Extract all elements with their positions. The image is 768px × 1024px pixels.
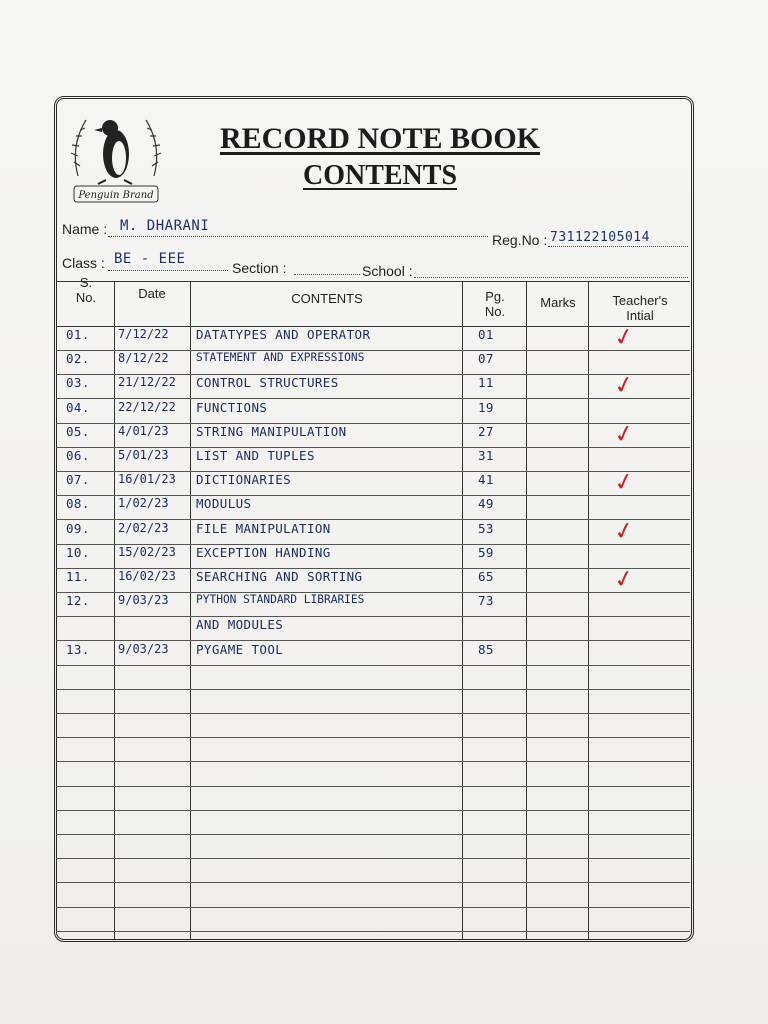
col-divider-marks <box>526 281 527 939</box>
teacher-initial-tick-icon: ✓ <box>611 418 637 450</box>
header-date: Date <box>138 286 166 301</box>
table-rule <box>56 713 690 714</box>
row-pgno: 53 <box>478 521 494 536</box>
row-pgno: 01 <box>478 327 494 342</box>
row-pgno: 73 <box>478 593 494 608</box>
row-date: 7/12/22 <box>118 327 169 341</box>
row-sno: 13. <box>66 642 90 657</box>
row-date: 22/12/22 <box>118 400 176 414</box>
row-sno: 03. <box>66 375 90 390</box>
brand-label: Penguin Brand <box>78 190 154 201</box>
row-pgno: 11 <box>478 375 494 390</box>
row-sno: 05. <box>66 424 90 439</box>
row-date: 5/01/23 <box>118 448 169 462</box>
row-date: 1/02/23 <box>118 496 169 510</box>
row-sno: 12. <box>66 593 90 608</box>
row-pgno: 49 <box>478 496 494 511</box>
col-divider-pgno <box>462 281 463 939</box>
regno-dotted-line <box>548 246 688 247</box>
row-content: EXCEPTION HANDING <box>196 545 331 560</box>
table-rule <box>56 858 690 859</box>
regno-value: 731122105014 <box>550 230 650 245</box>
table-rule <box>56 640 690 641</box>
table-rule <box>56 737 690 738</box>
name-label: Name : <box>62 221 108 237</box>
teacher-initial-tick-icon: ✓ <box>611 563 637 595</box>
row-content: FUNCTIONS <box>196 400 268 415</box>
row-content: PYTHON STANDARD LIBRARIES <box>196 593 365 606</box>
header-contents: CONTENTS <box>291 291 363 306</box>
table-rule <box>56 834 690 835</box>
row-content: CONTROL STRUCTURES <box>196 375 339 390</box>
regno-label: Reg.No : <box>492 232 548 248</box>
row-content: AND MODULES <box>196 617 284 632</box>
school-dotted-line <box>414 277 688 278</box>
table-rule <box>56 907 690 908</box>
row-content: FILE MANIPULATION <box>196 521 331 536</box>
table-rule <box>56 398 690 399</box>
row-sno: 08. <box>66 496 90 511</box>
row-pgno: 27 <box>478 424 494 439</box>
row-content: DATATYPES AND OPERATOR <box>196 327 371 342</box>
row-pgno: 41 <box>478 472 494 487</box>
row-date: 8/12/22 <box>118 351 169 365</box>
header-marks: Marks <box>540 295 576 310</box>
col-divider-initial <box>588 281 589 939</box>
table-rule <box>56 810 690 811</box>
row-date: 9/03/23 <box>118 593 169 607</box>
row-sno: 10. <box>66 545 90 560</box>
row-pgno: 31 <box>478 448 494 463</box>
name-dotted-line <box>108 236 488 237</box>
class-label: Class : <box>62 255 105 271</box>
row-date: 2/02/23 <box>118 521 169 535</box>
name-value: M. DHARANI <box>120 218 210 234</box>
row-content: STRING MANIPULATION <box>196 424 347 439</box>
header-pgno: Pg. No. <box>484 289 506 319</box>
table-rule <box>56 761 690 762</box>
row-pgno: 59 <box>478 545 494 560</box>
row-date: 21/12/22 <box>118 375 176 389</box>
row-content: SEARCHING AND SORTING <box>196 569 363 584</box>
row-sno: 04. <box>66 400 90 415</box>
teacher-initial-tick-icon: ✓ <box>611 369 637 401</box>
teacher-initial-tick-icon: ✓ <box>611 466 637 498</box>
header-teacher-initial: Teacher's Intial <box>612 293 668 323</box>
row-date: 16/02/23 <box>118 569 176 583</box>
row-date: 9/03/23 <box>118 642 169 656</box>
class-dotted-line <box>108 270 228 271</box>
table-rule <box>56 786 690 787</box>
table-rule <box>56 931 690 932</box>
row-sno: 02. <box>66 351 90 366</box>
row-pgno: 85 <box>478 642 494 657</box>
table-rule <box>56 689 690 690</box>
row-sno: 06. <box>66 448 90 463</box>
teacher-initial-tick-icon: ✓ <box>611 321 637 353</box>
table-rule <box>56 882 690 883</box>
row-content: LIST AND TUPLES <box>196 448 315 463</box>
row-content: PYGAME TOOL <box>196 642 284 657</box>
teacher-initial-tick-icon: ✓ <box>611 515 637 547</box>
table-rule <box>56 519 690 520</box>
col-divider-date <box>114 281 115 939</box>
row-sno: 11. <box>66 569 90 584</box>
row-pgno: 19 <box>478 400 494 415</box>
section-label: Section : <box>232 260 287 276</box>
table-rule <box>56 616 690 617</box>
row-content: DICTIONARIES <box>196 472 292 487</box>
row-date: 16/01/23 <box>118 472 176 486</box>
row-sno: 07. <box>66 472 90 487</box>
row-pgno: 07 <box>478 351 494 366</box>
class-value: BE - EEE <box>114 251 186 267</box>
row-sno: 09. <box>66 521 90 536</box>
section-dotted-line <box>294 274 360 275</box>
row-content: STATEMENT AND EXPRESSIONS <box>196 351 365 364</box>
page-subtitle: CONTENTS <box>302 160 458 191</box>
header-sno: S. No. <box>75 275 97 305</box>
row-content: MODULUS <box>196 496 252 511</box>
school-label: School : <box>362 263 413 279</box>
row-sno: 01. <box>66 327 90 342</box>
row-date: 15/02/23 <box>118 545 176 559</box>
page-title: RECORD NOTE BOOK <box>219 122 541 155</box>
table-rule <box>56 665 690 666</box>
row-pgno: 65 <box>478 569 494 584</box>
col-divider-contents <box>190 281 191 939</box>
row-date: 4/01/23 <box>118 424 169 438</box>
penguin-brand-logo <box>66 106 166 208</box>
